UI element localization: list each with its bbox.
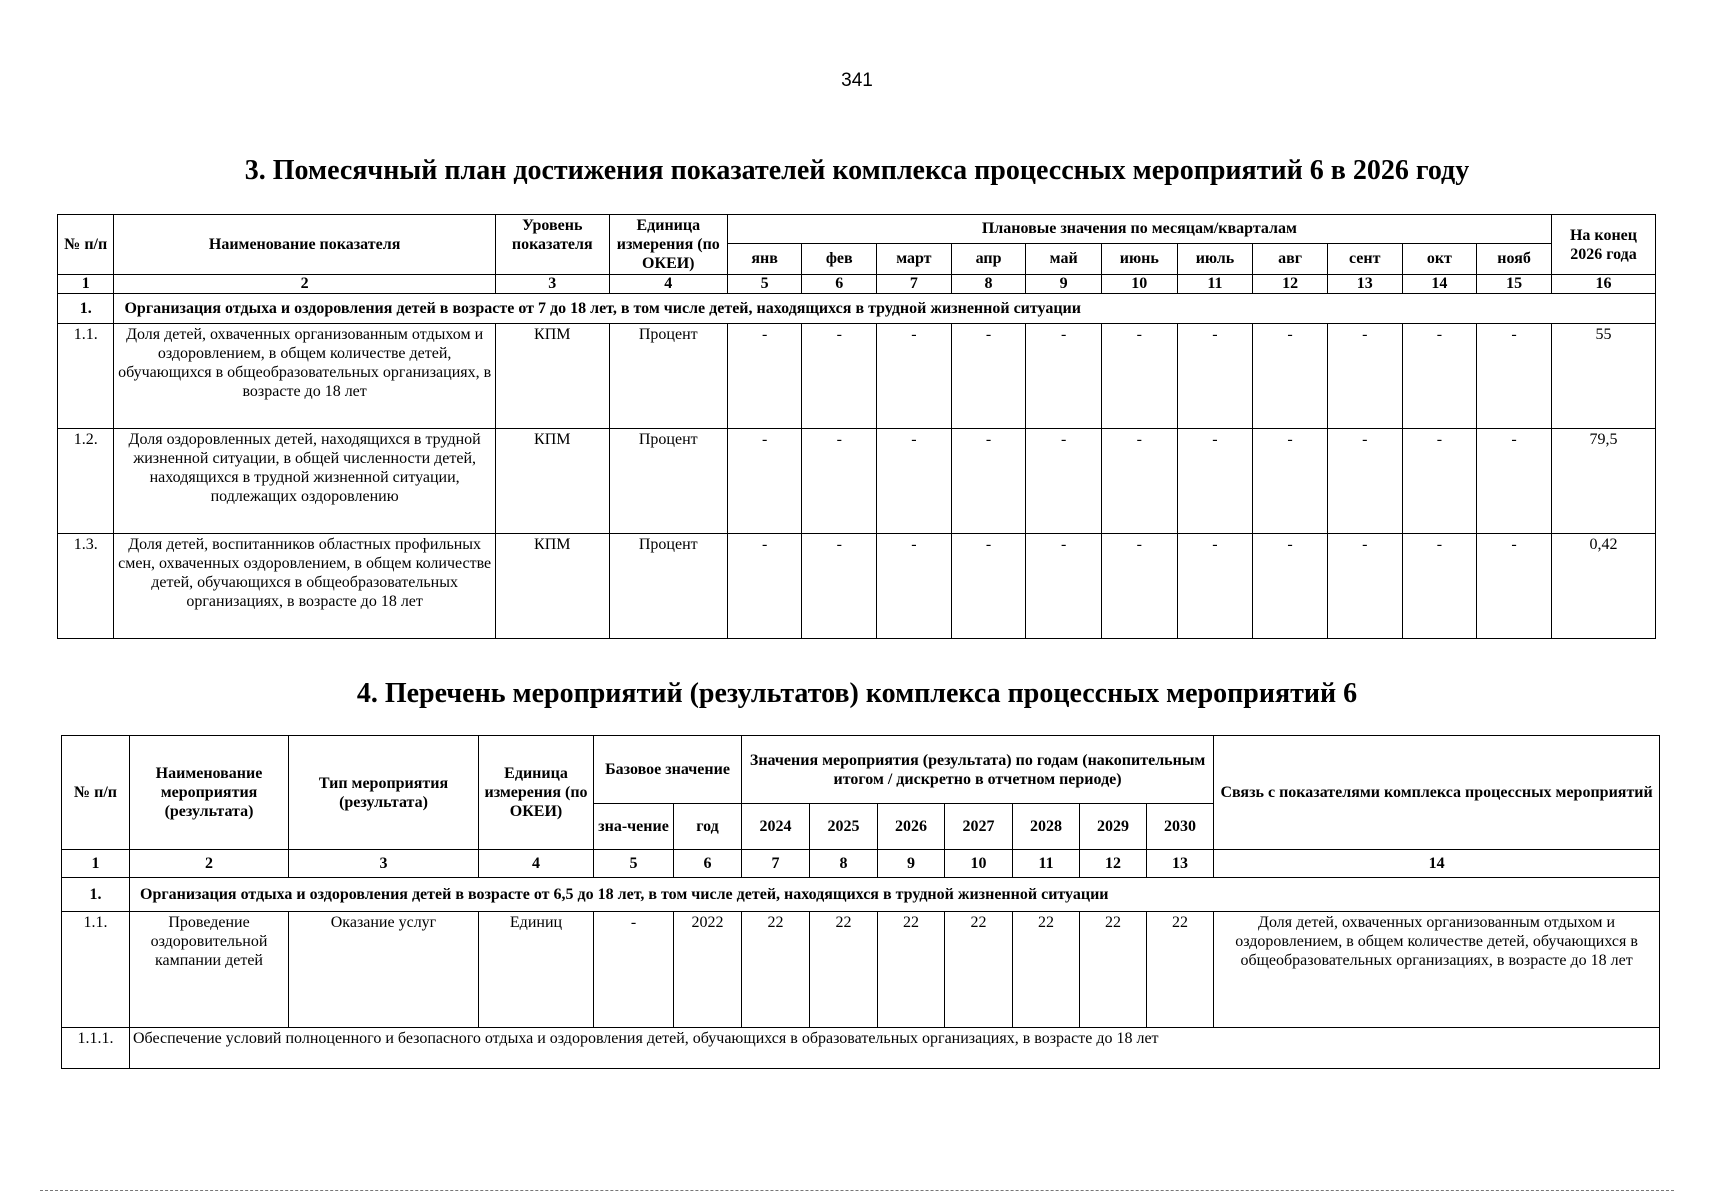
header-unit: Единица измерения (по ОКЕИ) <box>479 736 594 850</box>
column-number: 11 <box>1177 275 1253 294</box>
month-value: - <box>1101 324 1177 429</box>
column-number: 5 <box>594 850 674 878</box>
month-value: - <box>802 534 877 639</box>
month-value: - <box>727 324 802 429</box>
header-month: март <box>877 243 952 274</box>
column-number: 13 <box>1327 275 1402 294</box>
header-month: июль <box>1177 243 1253 274</box>
column-number: 12 <box>1253 275 1328 294</box>
group-row <box>58 294 1656 324</box>
year-value: 22 <box>810 912 878 1028</box>
column-number: 15 <box>1477 275 1552 294</box>
header-activity-type: Тип мероприятия (результата) <box>289 736 479 850</box>
year-value: 22 <box>742 912 810 1028</box>
column-number: 5 <box>727 275 802 294</box>
row-num: 1.2. <box>58 429 114 534</box>
column-number: 12 <box>1080 850 1147 878</box>
column-number: 4 <box>609 275 727 294</box>
group-num: 1. <box>62 878 130 912</box>
month-value: - <box>1402 324 1477 429</box>
header-month: окт <box>1402 243 1477 274</box>
header-year: 2027 <box>945 804 1013 850</box>
column-number: 9 <box>878 850 945 878</box>
header-year: 2024 <box>742 804 810 850</box>
month-value: - <box>1253 534 1328 639</box>
month-value: - <box>802 324 877 429</box>
section-4-title: 4. Перечень мероприятий (результатов) комплекса процессных мероприятий 6 <box>356 678 1358 709</box>
header-yearly-values: Значения мероприятия (результата) по годам (накопительным итогом / дискретно в отчетном периоде) <box>742 736 1214 804</box>
column-number: 14 <box>1402 275 1477 294</box>
group-num: 1. <box>58 294 114 324</box>
header-base-value: Базовое значение <box>594 736 742 804</box>
activity-unit: Единиц <box>479 912 594 1028</box>
header-month: апр <box>951 243 1026 274</box>
activity-name: Проведение оздоровительной кампании детей <box>130 912 289 1028</box>
end-of-year-value: 79,5 <box>1551 429 1655 534</box>
month-value: - <box>1402 534 1477 639</box>
column-number: 13 <box>1147 850 1214 878</box>
column-number: 1 <box>58 275 114 294</box>
month-value: - <box>1477 324 1552 429</box>
indicator-name: Доля оздоровленных детей, находящихся в трудной жизненной ситуации, в общей численности детей, находящихся в трудной жизненной ситуации, подлежащих оздоровлению <box>114 429 495 534</box>
column-number: 7 <box>742 850 810 878</box>
column-number: 3 <box>495 275 609 294</box>
year-value: 22 <box>1013 912 1080 1028</box>
header-activity-name: Наименование мероприятия (результата) <box>130 736 289 850</box>
year-value: 22 <box>945 912 1013 1028</box>
table-row <box>58 534 1656 639</box>
month-value: - <box>1477 534 1552 639</box>
monthly-plan-table <box>57 214 1656 639</box>
row-num: 1.1.1. <box>62 1028 130 1069</box>
indicator-unit: Процент <box>609 429 727 534</box>
column-number: 2 <box>130 850 289 878</box>
month-value: - <box>1477 429 1552 534</box>
sub-activity-text: Обеспечение условий полноценного и безопасного отдыха и оздоровления детей, обучающихся в образовательных организациях, в возрасте до 18 лет <box>130 1028 1660 1069</box>
header-month: янв <box>727 243 802 274</box>
column-number: 9 <box>1026 275 1102 294</box>
year-value: 22 <box>878 912 945 1028</box>
base-year: 2022 <box>674 912 742 1028</box>
header-link-indicators: Связь с показателями комплекса процессных мероприятий <box>1214 736 1660 850</box>
header-year: 2030 <box>1147 804 1214 850</box>
indicator-unit: Процент <box>609 534 727 639</box>
header-plan-values: Плановые значения по месяцам/кварталам <box>727 215 1551 244</box>
month-value: - <box>1327 534 1402 639</box>
month-value: - <box>1253 324 1328 429</box>
end-of-year-value: 55 <box>1551 324 1655 429</box>
month-value: - <box>877 429 952 534</box>
month-value: - <box>802 429 877 534</box>
table-row <box>58 324 1656 429</box>
year-value: 22 <box>1147 912 1214 1028</box>
column-number: 7 <box>877 275 952 294</box>
column-number-row <box>62 850 1660 878</box>
month-value: - <box>1402 429 1477 534</box>
header-month: фев <box>802 243 877 274</box>
header-month: авг <box>1253 243 1328 274</box>
month-value: - <box>1026 429 1102 534</box>
header-unit: Единица измерения (по ОКЕИ) <box>609 215 727 275</box>
activity-type: Оказание услуг <box>289 912 479 1028</box>
month-value: - <box>727 534 802 639</box>
column-number: 1 <box>62 850 130 878</box>
month-value: - <box>951 429 1026 534</box>
month-value: - <box>1253 429 1328 534</box>
indicator-level: КПМ <box>495 324 609 429</box>
header-month: июнь <box>1101 243 1177 274</box>
header-month: сент <box>1327 243 1402 274</box>
header-level: Уровень показателя <box>495 215 609 275</box>
header-base-year: год <box>674 804 742 850</box>
group-title: Организация отдыха и оздоровления детей в возрасте от 7 до 18 лет, в том числе детей, находящихся в трудной жизненной ситуации <box>114 294 1656 324</box>
header-year: 2025 <box>810 804 878 850</box>
header-year: 2026 <box>878 804 945 850</box>
month-value: - <box>1101 429 1177 534</box>
month-value: - <box>727 429 802 534</box>
column-number-row <box>58 275 1656 294</box>
column-number: 16 <box>1551 275 1655 294</box>
group-row <box>62 878 1660 912</box>
month-value: - <box>877 324 952 429</box>
header-end-of-year: На конец 2026 года <box>1551 215 1655 275</box>
header-base-val: зна-чение <box>594 804 674 850</box>
base-value: - <box>594 912 674 1028</box>
month-value: - <box>1177 534 1253 639</box>
column-number: 4 <box>479 850 594 878</box>
column-number: 8 <box>810 850 878 878</box>
table-row <box>62 912 1660 1028</box>
header-num: № п/п <box>58 215 114 275</box>
indicator-name: Доля детей, охваченных организованным отдыхом и оздоровлением, в общем количестве детей, обучающихся в общеобразовательных организациях, в возрасте до 18 лет <box>114 324 495 429</box>
section-3-title: 3. Помесячный план достижения показателей комплекса процессных мероприятий 6 в 2026 году <box>244 155 1470 186</box>
column-number: 8 <box>951 275 1026 294</box>
row-num: 1.1. <box>58 324 114 429</box>
header-month: май <box>1026 243 1102 274</box>
indicator-name: Доля детей, воспитанников областных профильных смен, охваченных оздоровлением, в общем количестве детей, обучающихся в общеобразовательных организациях, в возрасте до 18 лет <box>114 534 495 639</box>
month-value: - <box>877 534 952 639</box>
column-number: 11 <box>1013 850 1080 878</box>
month-value: - <box>1026 534 1102 639</box>
month-value: - <box>1327 324 1402 429</box>
indicator-unit: Процент <box>609 324 727 429</box>
month-value: - <box>1177 324 1253 429</box>
row-num: 1.1. <box>62 912 130 1028</box>
linked-indicator: Доля детей, охваченных организованным отдыхом и оздоровлением, в общем количестве детей, обучающихся в общеобразовательных организациях, в возрасте до 18 лет <box>1214 912 1660 1028</box>
column-number: 10 <box>945 850 1013 878</box>
page-bottom-edge <box>40 1190 1674 1191</box>
column-number: 6 <box>802 275 877 294</box>
column-number: 14 <box>1214 850 1660 878</box>
month-value: - <box>951 324 1026 429</box>
header-indicator-name: Наименование показателя <box>114 215 495 275</box>
header-month: нояб <box>1477 243 1552 274</box>
activities-table <box>61 735 1660 1069</box>
indicator-level: КПМ <box>495 429 609 534</box>
month-value: - <box>1026 324 1102 429</box>
year-value: 22 <box>1080 912 1147 1028</box>
group-title: Организация отдыха и оздоровления детей в возрасте от 6,5 до 18 лет, в том числе детей, находящихся в трудной жизненной ситуации <box>130 878 1660 912</box>
table-row <box>58 429 1656 534</box>
row-num: 1.3. <box>58 534 114 639</box>
header-num: № п/п <box>62 736 130 850</box>
header-year: 2029 <box>1080 804 1147 850</box>
month-value: - <box>1327 429 1402 534</box>
indicator-level: КПМ <box>495 534 609 639</box>
column-number: 10 <box>1101 275 1177 294</box>
page-number: 341 <box>841 70 873 91</box>
column-number: 3 <box>289 850 479 878</box>
month-value: - <box>1101 534 1177 639</box>
month-value: - <box>1177 429 1253 534</box>
table-row <box>62 1028 1660 1069</box>
end-of-year-value: 0,42 <box>1551 534 1655 639</box>
header-year: 2028 <box>1013 804 1080 850</box>
column-number: 6 <box>674 850 742 878</box>
column-number: 2 <box>114 275 495 294</box>
month-value: - <box>951 534 1026 639</box>
